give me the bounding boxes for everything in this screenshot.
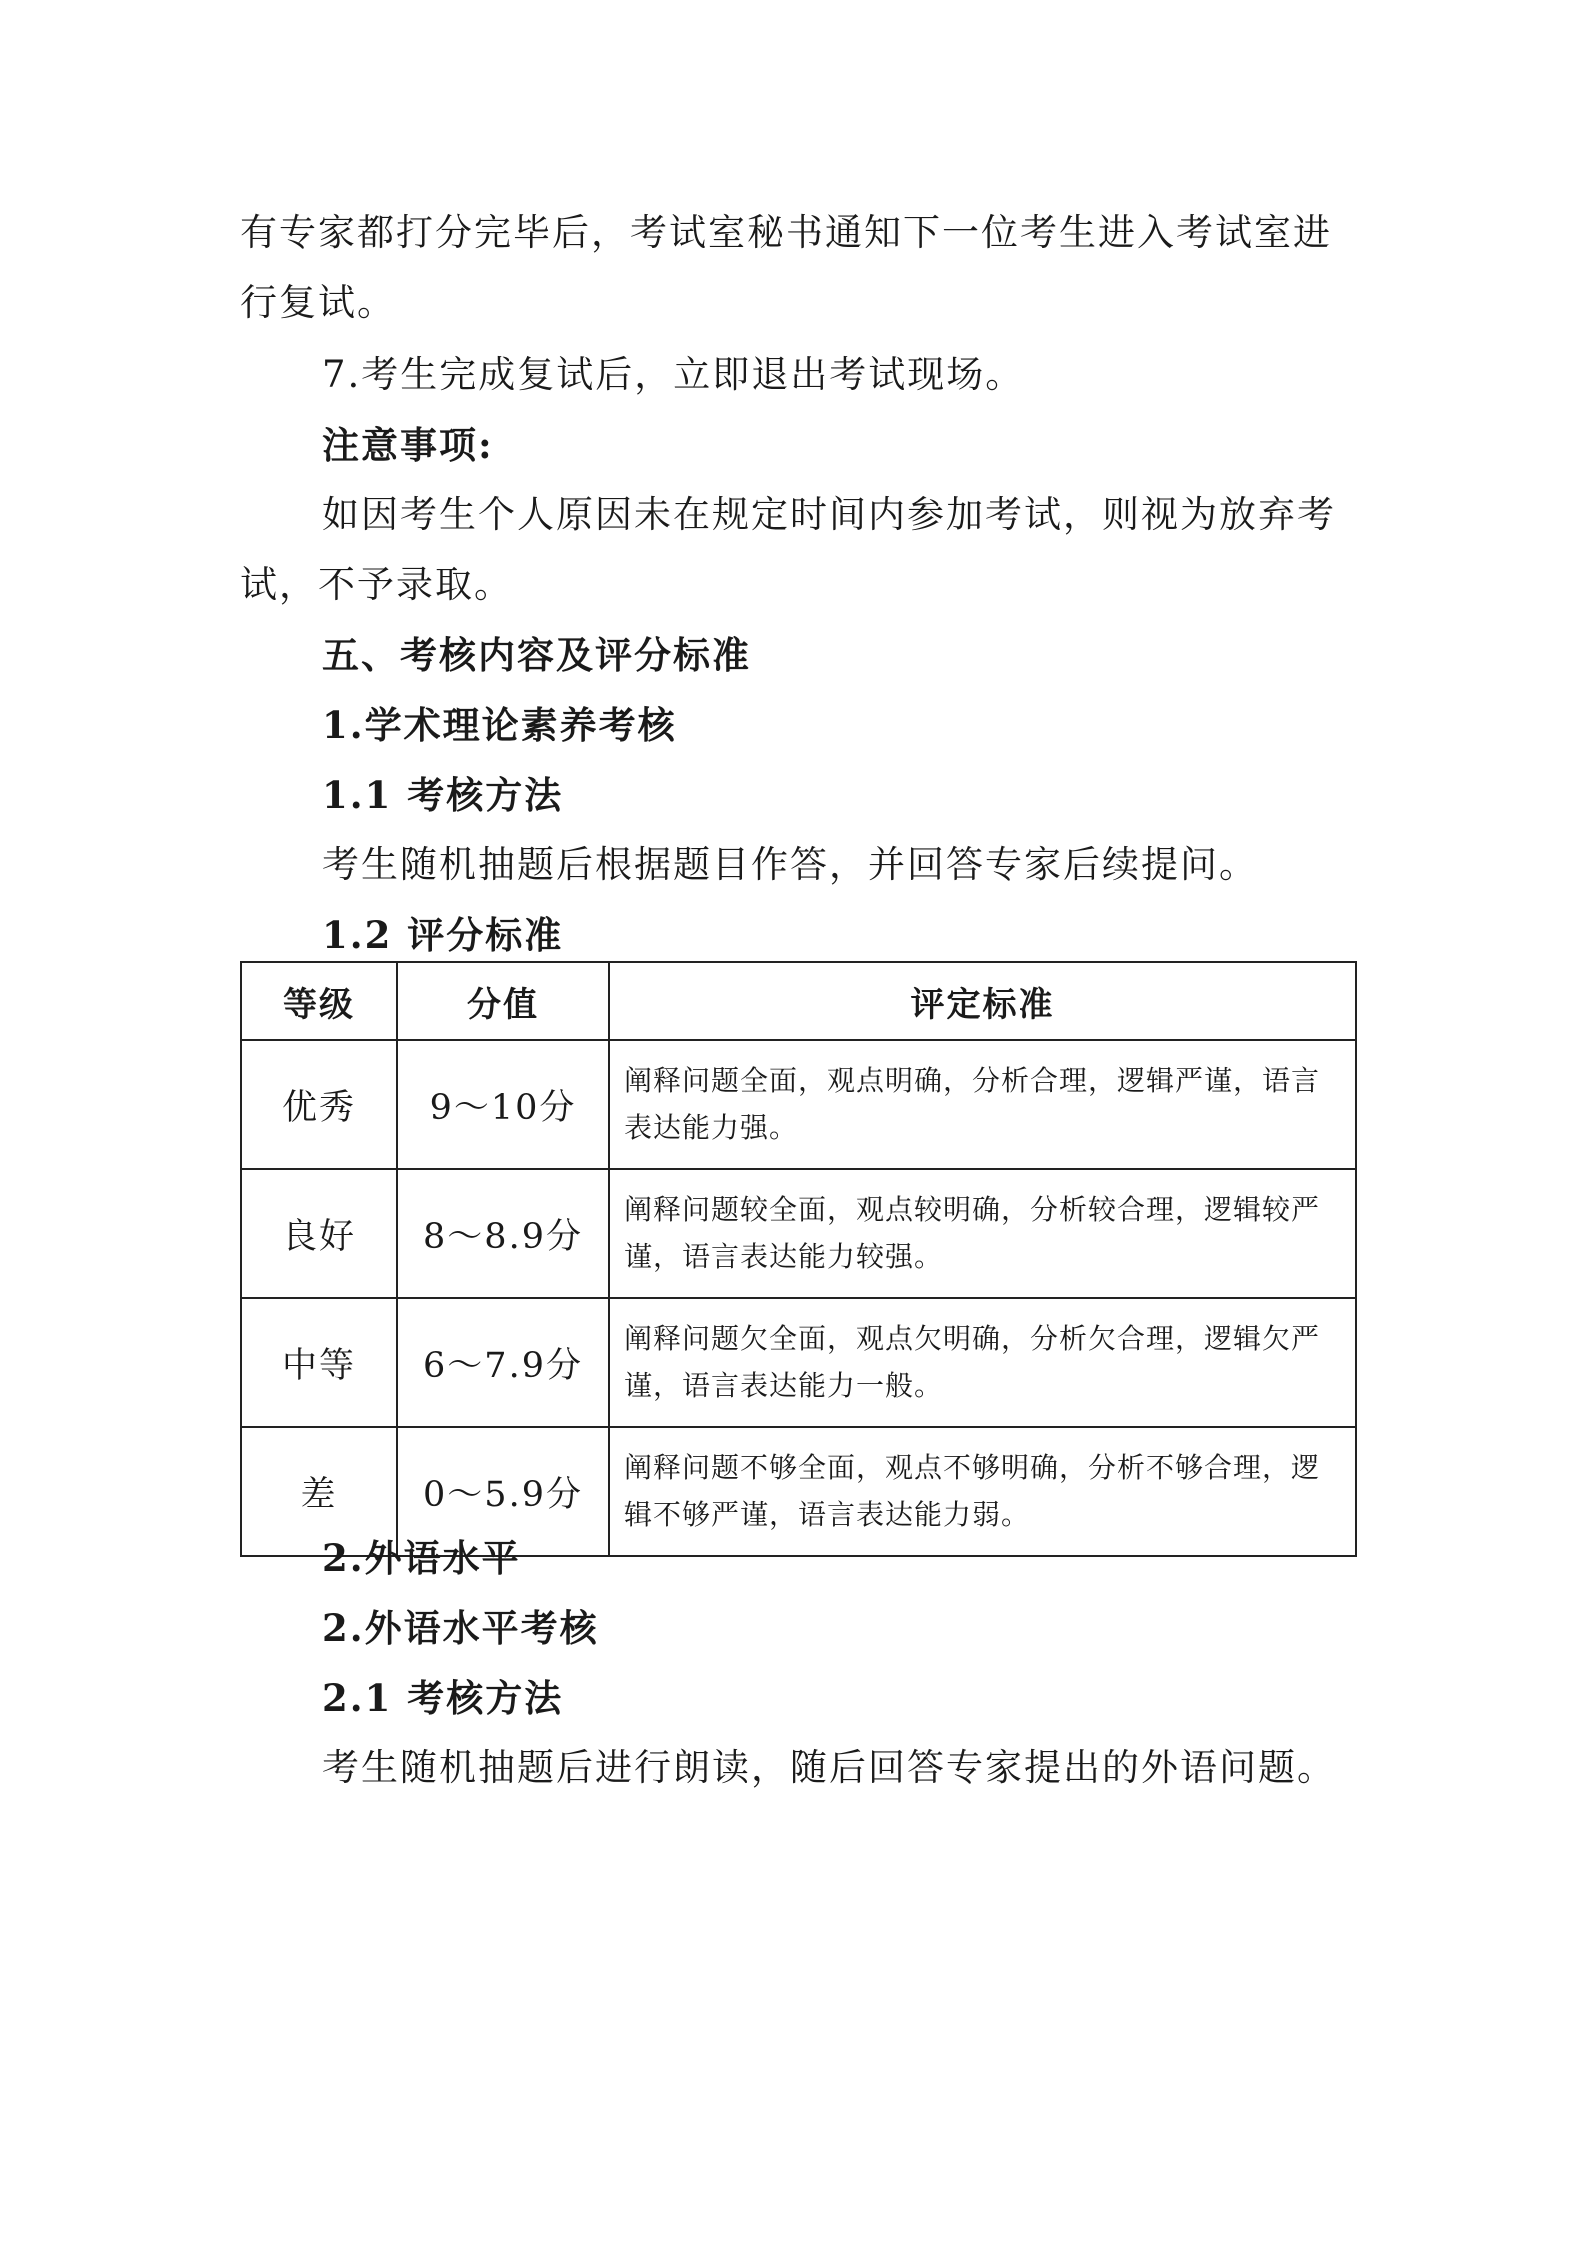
notice-text-line: 试，不予录取。 [240,563,513,606]
paragraph-line: 有专家都打分完毕后，考试室秘书通知下一位考生进入考试室进 [240,211,1332,254]
paragraph-step-7: 7.考生完成复试后，立即退出考试现场。 [322,353,1025,396]
table-header-score: 分值 [397,962,609,1040]
notice-heading: 注意事项: [322,423,494,467]
section-2-1-text: 考生随机抽题后进行朗读，随后回答专家提出的外语问题。 [322,1746,1336,1789]
section-heading-1-1: 1.1 考核方法 [322,773,564,817]
grade-level-cell: 良好 [241,1169,397,1298]
grading-table [240,961,1357,1557]
grade-level-cell: 中等 [241,1298,397,1427]
section-heading-2-1: 2.1 考核方法 [322,1676,564,1720]
table-row [241,1040,1356,1169]
paragraph-line: 行复试。 [240,281,396,324]
section-heading-1: 1.学术理论素养考核 [322,703,677,747]
table-row [241,1169,1356,1298]
table-header-level: 等级 [241,962,397,1040]
section-heading-2a: 2.外语水平 [322,1536,521,1580]
table-header-row [241,962,1356,1040]
grade-level-cell: 优秀 [241,1040,397,1169]
section-heading-5: 五、考核内容及评分标准 [322,633,751,677]
grade-score-cell: 6～7.9分 [397,1298,609,1427]
grade-criteria-cell: 阐释问题不够全面，观点不够明确，分析不够合理，逻辑不够严谨，语言表达能力弱。 [609,1427,1356,1556]
table-header-criteria: 评定标准 [609,962,1356,1040]
section-1-1-text: 考生随机抽题后根据题目作答，并回答专家后续提问。 [322,843,1258,886]
grade-score-cell: 9～10分 [397,1040,609,1169]
grade-level-cell: 差 [241,1427,397,1556]
grade-score-cell: 8～8.9分 [397,1169,609,1298]
grade-score-cell: 0～5.9分 [397,1427,609,1556]
grade-criteria-cell: 阐释问题全面，观点明确，分析合理，逻辑严谨，语言表达能力强。 [609,1040,1356,1169]
grade-criteria-cell: 阐释问题较全面，观点较明确，分析较合理，逻辑较严谨，语言表达能力较强。 [609,1169,1356,1298]
section-heading-2b: 2.外语水平考核 [322,1606,599,1650]
grade-criteria-cell: 阐释问题欠全面，观点欠明确，分析欠合理，逻辑欠严谨，语言表达能力一般。 [609,1298,1356,1427]
section-heading-1-2: 1.2 评分标准 [322,913,564,957]
table-row [241,1298,1356,1427]
notice-text-line: 如因考生个人原因未在规定时间内参加考试，则视为放弃考 [322,493,1336,536]
